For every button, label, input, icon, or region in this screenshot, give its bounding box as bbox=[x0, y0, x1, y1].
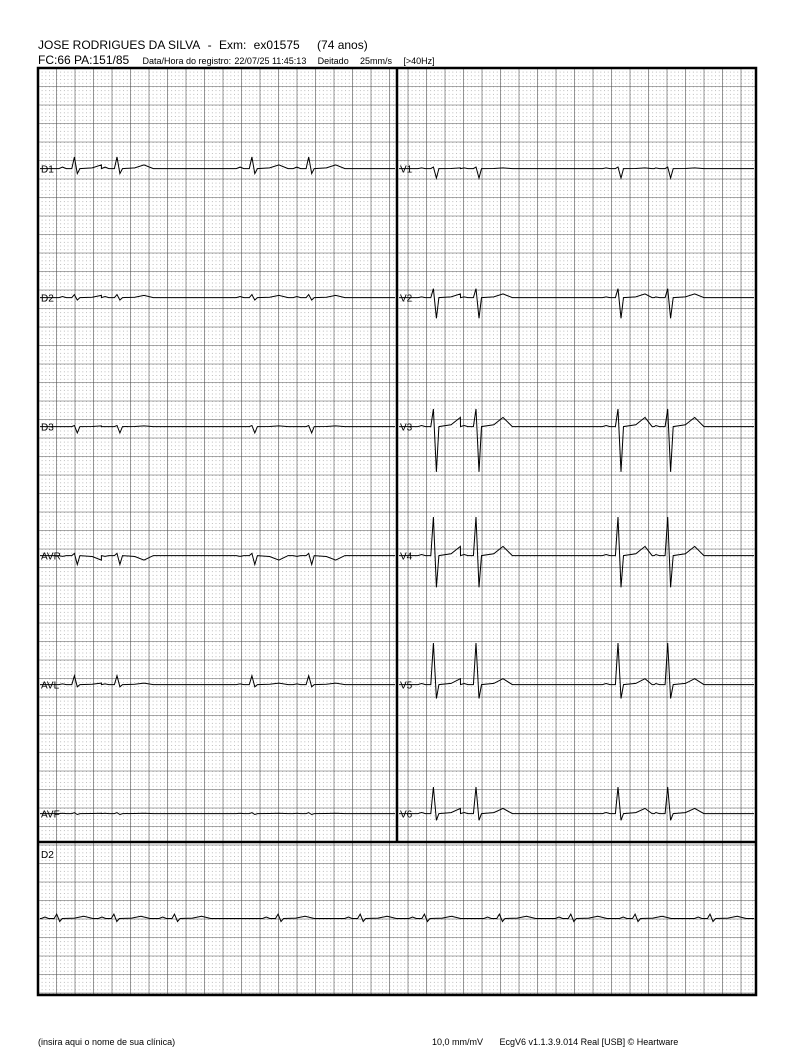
paper-speed: 25mm/s bbox=[360, 56, 393, 66]
lead-label-v4: V4 bbox=[400, 551, 413, 563]
clinic-name-placeholder: (insira aqui o nome de sua clínica) bbox=[38, 1037, 176, 1047]
filter-setting: [>40Hz] bbox=[403, 56, 435, 66]
lead-label-v2: V2 bbox=[400, 293, 413, 305]
lead-label-d2: D2 bbox=[41, 293, 54, 305]
patient-position: Deitado bbox=[317, 56, 349, 66]
patient-name: JOSE RODRIGUES DA SILVA bbox=[38, 38, 201, 52]
lead-label-v1: V1 bbox=[400, 164, 413, 176]
lead-label-v3: V3 bbox=[400, 422, 413, 434]
gain-setting: 10,0 mm/mV bbox=[432, 1037, 484, 1047]
patient-age: (74 anos) bbox=[317, 38, 368, 52]
lead-label-d1: D1 bbox=[41, 164, 54, 176]
lead-label-avr: AVR bbox=[41, 551, 61, 563]
record-datetime: 22/07/25 11:45:13 bbox=[234, 56, 307, 66]
lead-label-v5: V5 bbox=[400, 680, 413, 692]
lead-label-avf: AVF bbox=[41, 809, 60, 821]
footer-info bbox=[432, 1037, 678, 1047]
lead-label-d3: D3 bbox=[41, 422, 54, 434]
blood-pressure: PA:151/85 bbox=[74, 53, 130, 67]
exam-label: Exm: bbox=[218, 38, 247, 52]
heart-rate: FC:66 bbox=[38, 53, 71, 67]
lead-label-avl: AVL bbox=[41, 680, 60, 692]
header-separator: - bbox=[207, 38, 212, 52]
lead-label-rhythm-d2: D2 bbox=[41, 850, 54, 861]
datetime-label: Data/Hora do registro: bbox=[142, 56, 232, 66]
exam-id: ex01575 bbox=[253, 38, 300, 52]
software-version: EcgV6 v1.1.3.9.014 Real [USB] © Heartware bbox=[499, 1037, 679, 1047]
lead-label-v6: V6 bbox=[400, 809, 413, 821]
